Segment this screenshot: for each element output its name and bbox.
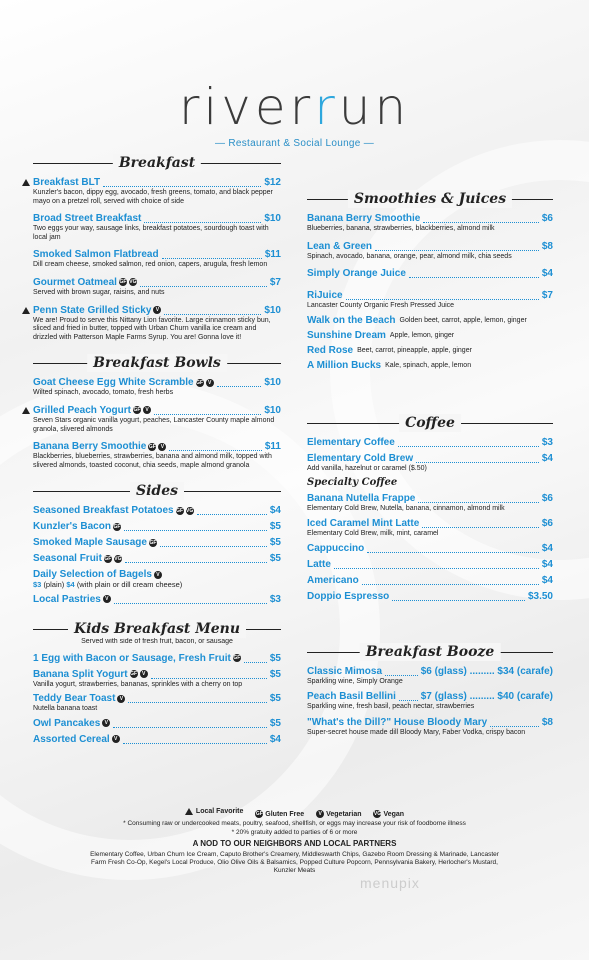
section-header-smoothies bbox=[307, 190, 553, 208]
item-name: Gourmet Oatmeal bbox=[33, 276, 117, 288]
menu-item bbox=[22, 176, 281, 206]
legend-label: Vegetarian bbox=[326, 810, 362, 818]
item-name: Banana Berry Smoothie bbox=[307, 213, 421, 224]
item-name: Sunshine Dream bbox=[307, 329, 386, 341]
local-favorite-icon bbox=[22, 179, 30, 186]
item-name: Assorted Cereal bbox=[33, 733, 110, 745]
item-desc: Super-secret house made dill Bloody Mary, Faber Vodka, crispy bacon bbox=[307, 728, 526, 736]
item-price: $3 bbox=[541, 436, 553, 448]
menu-item bbox=[307, 267, 553, 280]
item-name: Americano bbox=[307, 574, 359, 586]
menu-item bbox=[33, 692, 281, 714]
menu-item bbox=[307, 240, 553, 262]
logo-wave: r bbox=[314, 78, 339, 136]
vegetarian-icon: V bbox=[154, 571, 162, 579]
menu-item bbox=[307, 212, 553, 234]
vegetarian-icon: V bbox=[143, 406, 151, 414]
item-desc: Seven Stars organic vanilla yogurt, peaches, Lancaster County maple almond granola, slivered almonds bbox=[33, 416, 275, 433]
menu-item bbox=[307, 574, 553, 587]
section-title: Kids Breakfast Menu bbox=[68, 620, 246, 638]
bagel-note: (with plain or dill cream cheese) bbox=[76, 580, 183, 590]
gluten-free-icon: GF bbox=[104, 555, 112, 562]
gluten-free-icon: GF bbox=[119, 279, 127, 286]
footer-partners-title: A NOD TO OUR NEIGHBORS AND LOCAL PARTNERS bbox=[192, 839, 397, 848]
vegetarian-icon: V bbox=[316, 810, 324, 818]
menu-item bbox=[33, 733, 281, 746]
right-column bbox=[307, 190, 553, 741]
item-name: Lean & Green bbox=[307, 240, 373, 252]
item-price: $5 bbox=[269, 693, 281, 705]
menu-item bbox=[307, 690, 553, 712]
logo-wordmark bbox=[0, 78, 589, 136]
item-price: $5 bbox=[269, 537, 281, 549]
item-desc: Dill cream cheese, smoked salmon, red onion, capers, arugula, fresh lemon bbox=[33, 261, 268, 269]
item-desc: Served with brown sugar, raisins, and nuts bbox=[33, 288, 165, 296]
menu-item bbox=[307, 590, 553, 603]
footer-warning: * Consuming raw or undercooked meats, poultry, seafood, shellfish, or eggs may increase your risk of foodborne illness bbox=[123, 820, 466, 827]
menu-item bbox=[307, 716, 553, 738]
vegetarian-icon: V bbox=[117, 695, 125, 703]
item-price: $5 bbox=[269, 521, 281, 533]
item-price: $4 bbox=[269, 505, 281, 517]
vegan-icon: VG bbox=[114, 555, 122, 562]
vegetarian-icon: V bbox=[153, 306, 161, 314]
item-name: Elementary Coffee bbox=[307, 436, 395, 448]
item-desc: Kale, spinach, apple, lemon bbox=[385, 361, 472, 369]
vegetarian-icon: V bbox=[158, 443, 166, 451]
menu-item bbox=[33, 593, 281, 606]
item-price: $6 bbox=[541, 517, 553, 529]
menu-item bbox=[33, 552, 281, 565]
item-price: $6 bbox=[541, 213, 553, 224]
watermark: menupix bbox=[360, 875, 420, 891]
menu-item bbox=[22, 404, 281, 434]
vegan-icon: VG bbox=[129, 279, 137, 286]
vegetarian-icon: V bbox=[103, 595, 111, 603]
bagel-price: $3 bbox=[33, 580, 42, 590]
gluten-free-icon: GF bbox=[149, 539, 157, 546]
tagline: — Restaurant & Social Lounge — bbox=[214, 138, 375, 149]
gluten-free-icon: GF bbox=[176, 507, 184, 514]
item-name: Walk on the Beach bbox=[307, 314, 396, 326]
item-price: $7 bbox=[269, 276, 281, 288]
item-desc: Lancaster County Organic Fresh Pressed Juice bbox=[307, 302, 455, 310]
gluten-free-icon: GF bbox=[233, 655, 241, 661]
footer-partners-list: Elementary Coffee, Urban Churn Ice Cream, Caputo Brother's Creamery, Middleswarth Chips, Gazebo Room Dressing & Marinade, Lancaster Farm Fresh Co-Op, Kegel's Local Produce, Olio Olive Oils & Balsamics, Popped Culture Popcorn, Pennsylvania Bakery, Herlocher's Mustard, Kunzler Meats bbox=[90, 851, 499, 874]
item-name: Elementary Cold Brew bbox=[307, 452, 414, 464]
restaurant-logo bbox=[0, 78, 589, 149]
item-desc: Beet, carrot, pineapple, apple, ginger bbox=[357, 346, 472, 354]
menu-item bbox=[33, 212, 281, 242]
item-desc: Wilted spinach, avocado, tomato, fresh herbs bbox=[33, 389, 174, 397]
item-name: Classic Mimosa bbox=[307, 665, 383, 677]
menu-item bbox=[33, 536, 281, 549]
section-header-breakfast bbox=[33, 154, 281, 172]
item-price: $10 bbox=[264, 404, 281, 416]
gluten-free-icon: GF bbox=[148, 443, 156, 450]
menu-item bbox=[33, 248, 281, 270]
menu-item bbox=[307, 558, 553, 571]
item-name: A Million Bucks bbox=[307, 359, 382, 371]
item-desc: Apple, lemon, ginger bbox=[389, 331, 455, 339]
menu-item bbox=[33, 520, 281, 533]
vegetarian-icon: V bbox=[206, 379, 214, 387]
item-name: Teddy Bear Toast bbox=[33, 693, 116, 705]
legend-label: Local Favorite bbox=[195, 808, 244, 815]
item-price: $10 bbox=[264, 304, 281, 316]
section-header-coffee bbox=[307, 414, 553, 432]
item-desc: Elementary Cold Brew, milk, mint, caramel bbox=[307, 529, 439, 537]
item-name: Daily Selection of Bagels bbox=[33, 569, 152, 581]
section-title: Breakfast Booze bbox=[360, 643, 501, 661]
item-name: Banana Berry Smoothie bbox=[33, 441, 147, 453]
logo-text: river bbox=[178, 78, 315, 136]
local-favorite-icon bbox=[22, 307, 30, 314]
item-name: 1 Egg with Bacon or Sausage, Fresh Fruit bbox=[33, 652, 231, 664]
item-price: $7 bbox=[541, 290, 553, 302]
section-title: Sides bbox=[130, 482, 184, 500]
item-price: $5 bbox=[269, 717, 281, 729]
item-name: "What's the Dill?" House Bloody Mary bbox=[307, 716, 488, 728]
item-desc: Blackberries, blueberries, strawberries, banana and almond milk, topped with slivered almonds, toasted coconut, chia seeds, maple almond granola bbox=[33, 453, 272, 469]
bagel-note: (plain) bbox=[43, 580, 65, 590]
item-name: Broad Street Breakfast bbox=[33, 213, 142, 225]
item-name: Breakfast BLT bbox=[33, 177, 101, 188]
item-price: $4 bbox=[541, 558, 553, 570]
gluten-free-icon: GF bbox=[255, 811, 263, 817]
logo-text: un bbox=[338, 78, 411, 136]
item-desc: Sparkling wine, Simply Orange bbox=[307, 677, 403, 685]
item-desc: Sparkling wine, fresh basil, peach nectar, strawberries bbox=[307, 703, 475, 711]
menu-item bbox=[307, 436, 553, 449]
local-favorite-icon bbox=[22, 407, 30, 414]
item-desc: Spinach, avocado, banana, orange, pear, almond milk, chia seeds bbox=[307, 252, 512, 260]
item-name: Local Pastries bbox=[33, 593, 101, 605]
item-name: Penn State Grilled Sticky bbox=[33, 304, 152, 316]
section-title: Breakfast Bowls bbox=[87, 354, 227, 372]
item-name: Seasoned Breakfast Potatoes bbox=[33, 505, 174, 517]
item-price: $7 (glass) ......... $40 (carafe) bbox=[420, 691, 553, 703]
section-header-kids bbox=[33, 620, 281, 638]
item-price: $11 bbox=[264, 441, 281, 453]
menu-item bbox=[33, 652, 281, 665]
item-name: Doppio Espresso bbox=[307, 590, 390, 602]
vegetarian-icon: V bbox=[112, 735, 120, 743]
menu-item bbox=[33, 568, 281, 590]
gluten-free-icon: GF bbox=[113, 523, 121, 530]
item-desc: Golden beet, carrot, apple, lemon, ginger bbox=[399, 316, 527, 324]
item-price: $4 bbox=[541, 452, 553, 464]
item-price: $10 bbox=[264, 213, 281, 225]
menu-item bbox=[307, 517, 553, 539]
item-price: $6 (glass) ......... $34 (carafe) bbox=[420, 665, 553, 677]
specialty-coffee-heading: Specialty Coffee bbox=[307, 477, 398, 489]
item-desc: Elementary Cold Brew, Nutella, banana, cinnamon, almond milk bbox=[307, 505, 505, 513]
section-header-sides bbox=[33, 482, 281, 500]
item-name: Kunzler's Bacon bbox=[33, 521, 111, 533]
item-price: $5 bbox=[269, 553, 281, 565]
section-subtitle: Served with side of fresh fruit, bacon, or sausage bbox=[81, 637, 233, 645]
item-name: Latte bbox=[307, 558, 331, 570]
item-price: $8 bbox=[541, 240, 553, 252]
item-name: Red Rose bbox=[307, 344, 354, 356]
juice-shot bbox=[307, 314, 553, 327]
item-price: $6 bbox=[541, 493, 553, 505]
item-price: $8 bbox=[541, 716, 553, 728]
item-name: Cappuccino bbox=[307, 542, 365, 554]
item-name: Simply Orange Juice bbox=[307, 268, 406, 280]
item-desc: We are! Proud to serve this Nittany Lion favorite. Large cinnamon sticky bun, sliced and fried in butter, topped with Urban Churn vanilla ice cream and drizzled with Patterson Maple Farms Syrup. You are! Gonna love it! bbox=[33, 316, 271, 341]
menu-item bbox=[307, 665, 553, 687]
juice-shot bbox=[307, 344, 553, 357]
menu-item bbox=[307, 289, 553, 311]
item-price: $4 bbox=[541, 542, 553, 554]
menu-item bbox=[33, 376, 281, 398]
item-price: $4 bbox=[541, 268, 553, 280]
item-name: Iced Caramel Mint Latte bbox=[307, 517, 420, 529]
item-desc: Vanilla yogurt, strawberries, bananas, sprinkles with a cherry on top bbox=[33, 680, 243, 688]
vegan-icon: VG bbox=[373, 811, 382, 817]
menu-item bbox=[22, 304, 281, 343]
gluten-free-icon: GF bbox=[130, 671, 138, 677]
item-name: Owl Pancakes bbox=[33, 717, 101, 729]
item-desc: Nutella banana toast bbox=[33, 705, 98, 713]
vegetarian-icon: V bbox=[102, 719, 110, 727]
item-price: $5 bbox=[269, 652, 281, 664]
section-header-booze bbox=[307, 643, 553, 661]
dietary-legend bbox=[0, 808, 589, 818]
item-name: Seasonal Fruit bbox=[33, 553, 102, 565]
gluten-free-icon: GF bbox=[133, 407, 141, 414]
item-name: Goat Cheese Egg White Scramble bbox=[33, 377, 194, 389]
item-price: $3.50 bbox=[527, 590, 553, 602]
menu-item bbox=[33, 440, 281, 470]
section-header-bowls bbox=[33, 354, 281, 372]
left-column bbox=[33, 154, 281, 749]
section-title: Coffee bbox=[399, 414, 461, 432]
item-price: $5 bbox=[269, 668, 281, 680]
item-name: Smoked Salmon Flatbread bbox=[33, 249, 159, 261]
vegetarian-icon: V bbox=[140, 670, 148, 678]
item-desc: Add vanilla, hazelnut or caramel ($.50) bbox=[307, 464, 427, 472]
menu-item bbox=[307, 542, 553, 555]
item-name: Peach Basil Bellini bbox=[307, 691, 396, 703]
section-title: Smoothies & Juices bbox=[348, 190, 512, 208]
footer-gratuity: * 20% gratuity added to parties of 6 or more bbox=[231, 829, 358, 836]
menu-item bbox=[307, 492, 553, 514]
gluten-free-icon: GF bbox=[196, 379, 204, 386]
menu-item bbox=[33, 668, 281, 690]
menu-item bbox=[307, 452, 553, 474]
bagel-price: $4 bbox=[66, 580, 75, 590]
local-favorite-icon bbox=[185, 808, 193, 815]
item-name: Grilled Peach Yogurt bbox=[33, 404, 131, 416]
item-price: $4 bbox=[541, 574, 553, 586]
item-price: $12 bbox=[264, 177, 281, 188]
item-price: $10 bbox=[264, 377, 281, 389]
item-name: RiJuice bbox=[307, 290, 343, 302]
legend-label: Vegan bbox=[383, 810, 405, 818]
item-desc: Blueberries, banana, strawberries, blackberries, almond milk bbox=[307, 225, 495, 232]
item-name: Banana Split Yogurt bbox=[33, 668, 128, 680]
item-desc: Two eggs your way, sausage links, breakfast potatoes, sourdough toast with local jam bbox=[33, 225, 269, 241]
menu-item bbox=[33, 717, 281, 730]
juice-shot bbox=[307, 359, 553, 372]
legend-label: Gluten Free bbox=[265, 810, 305, 818]
item-desc: Kunzler's bacon, dippy egg, avocado, fresh greens, tomato, and black pepper mayo on a pretzel roll, served with choice of side bbox=[33, 189, 273, 205]
item-price: $4 bbox=[269, 733, 281, 745]
menu-item bbox=[33, 276, 281, 298]
juice-shot bbox=[307, 329, 553, 342]
section-title: Breakfast bbox=[113, 154, 201, 172]
item-price: $3 bbox=[269, 593, 281, 605]
menu-item bbox=[33, 504, 281, 517]
item-price: $11 bbox=[264, 249, 281, 261]
vegan-icon: VG bbox=[186, 507, 194, 514]
item-name: Banana Nutella Frappe bbox=[307, 493, 416, 505]
item-name: Smoked Maple Sausage bbox=[33, 537, 147, 549]
